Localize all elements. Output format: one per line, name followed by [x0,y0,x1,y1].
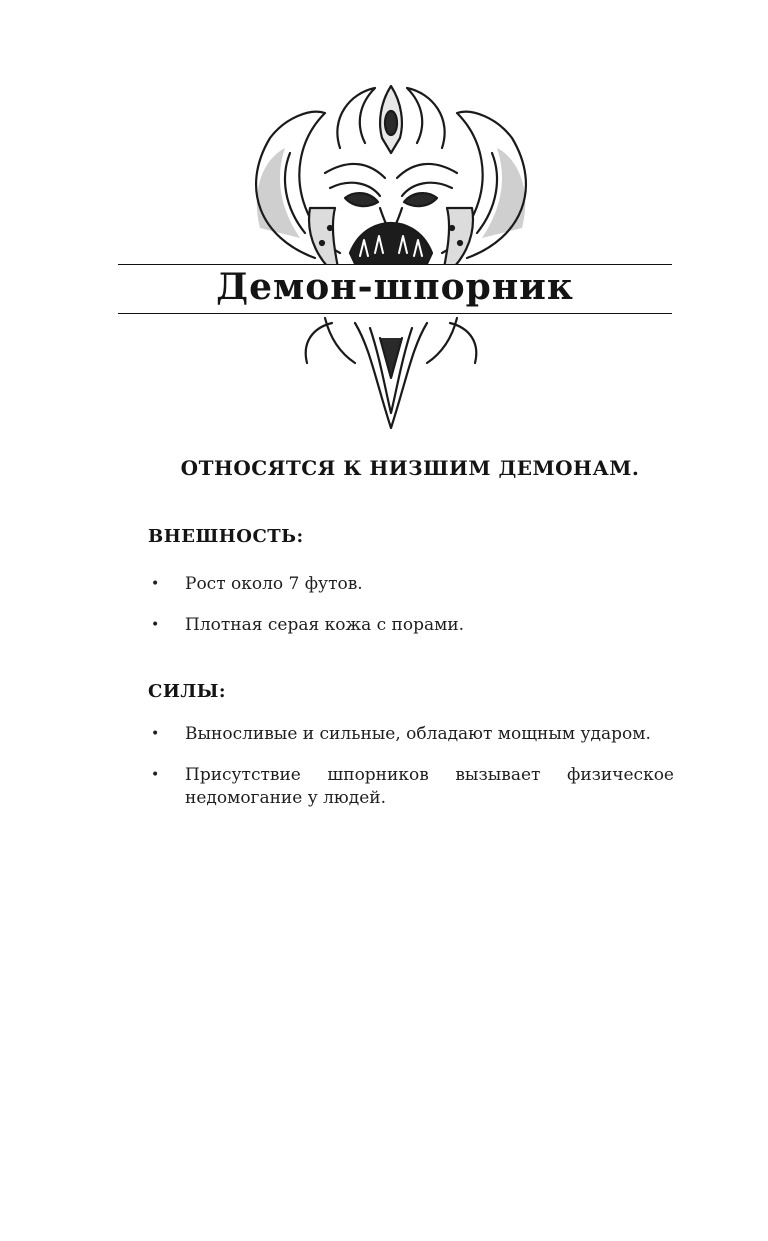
appearance-list [148,573,674,655]
list-item [148,764,674,810]
page-title: Демон-шпорник [216,266,574,308]
list-item-text: Присутствие шпорников вызывает физическое недомогание у людей. [185,765,674,808]
list-item [148,573,674,596]
bullet: • [151,726,160,742]
title-band [118,264,672,314]
powers-list [148,723,674,828]
list-item-text: Рост около 7 футов. [185,574,363,594]
demon-head-illustration [230,78,552,438]
list-item-text: Плотная серая кожа с порами. [185,615,465,635]
bullet: • [151,617,160,633]
powers-heading: СИЛЫ: [148,681,227,702]
subtitle: ОТНОСЯТСЯ К НИЗШИМ ДЕМОНАМ. [180,456,640,480]
bullet: • [151,767,160,783]
bullet: • [151,576,160,592]
list-item [148,723,674,746]
list-item [148,614,674,637]
list-item-text: Выносливые и сильные, обладают мощным ударом. [185,724,651,744]
appearance-heading: ВНЕШНОСТЬ: [148,526,304,547]
